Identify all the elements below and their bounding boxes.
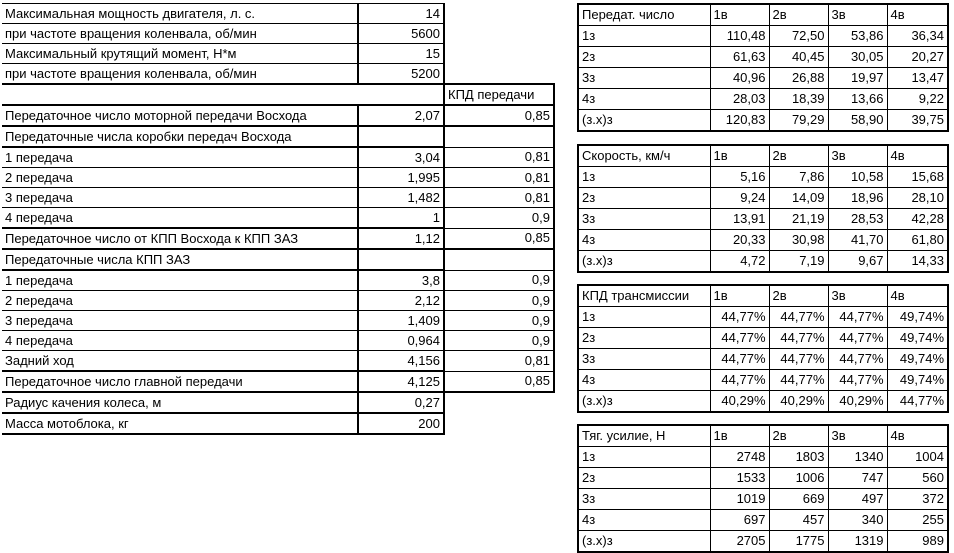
table-cell: 1004 [887,447,948,468]
table-cell: 61,80 [887,230,948,251]
table-row [578,349,948,370]
param-kpd [444,126,554,147]
table-cell: 13,66 [828,89,887,110]
param-kpd: 0,81 [444,188,554,208]
table-row [578,370,948,391]
row-label: 2з [578,328,710,349]
param-value: 1,995 [358,168,444,188]
param-value: 15 [358,44,444,64]
param-row [2,64,554,85]
table-cell: 49,74% [887,328,948,349]
table-cell: 44,77% [710,307,769,328]
table-row [578,209,948,230]
blank-cell [2,84,358,105]
row-label: 3з [578,349,710,370]
table-header-row [578,425,948,447]
param-kpd [444,4,554,24]
param-label: 4 передача [2,331,358,351]
row-label: 4з [578,370,710,391]
table-cell: 79,29 [769,110,828,132]
blank-cell [358,84,444,105]
transmission-efficiency-table [577,284,949,413]
table-cell: 1019 [710,489,769,510]
param-row [2,228,554,249]
table-cell: 44,77% [887,391,948,413]
param-kpd [444,413,554,434]
param-kpd: 0,85 [444,228,554,249]
param-value: 1,12 [358,228,444,249]
table-cell: 120,83 [710,110,769,132]
table-cell: 36,34 [887,26,948,47]
param-row [2,291,554,311]
row-label: 2з [578,188,710,209]
table-row [578,230,948,251]
table-row [578,328,948,349]
param-label: Передаточные числа коробки передач Восхода [2,126,358,147]
table-cell: 21,19 [769,209,828,230]
table-cell: 560 [887,468,948,489]
param-value: 2,07 [358,105,444,126]
param-row [2,168,554,188]
row-label: 4з [578,230,710,251]
row-label: 4з [578,89,710,110]
table-cell: 40,96 [710,68,769,89]
param-value: 4,125 [358,371,444,392]
table-cell: 1340 [828,447,887,468]
table-cell: 13,91 [710,209,769,230]
table-row [578,468,948,489]
table-cell: 44,77% [769,370,828,391]
table-cell: 669 [769,489,828,510]
table-cell: 20,33 [710,230,769,251]
table-cell: 49,74% [887,370,948,391]
param-row [2,44,554,64]
param-kpd: 0,9 [444,291,554,311]
table-cell: 10,58 [828,167,887,188]
column-header: 2в [769,145,828,167]
table-cell: 44,77% [710,328,769,349]
param-row [2,249,554,270]
param-label: Максимальный крутящий момент, Н*м [2,44,358,64]
param-label: Радиус качения колеса, м [2,392,358,413]
table-cell: 40,29% [769,391,828,413]
table-cell: 1775 [769,531,828,553]
table-cell: 49,74% [887,307,948,328]
table-cell: 19,97 [828,68,887,89]
param-label: Масса мотоблока, кг [2,413,358,434]
table-cell: 30,05 [828,47,887,68]
row-label: 3з [578,209,710,230]
param-label: при частоте вращения коленвала, об/мин [2,64,358,85]
kpd-header: КПД передачи [444,84,554,105]
table-cell: 989 [887,531,948,553]
column-header: Тяг. усилие, Н [578,425,710,447]
column-header: 2в [769,285,828,307]
table-cell: 457 [769,510,828,531]
table-cell: 44,77% [769,307,828,328]
param-kpd: 0,81 [444,351,554,372]
param-kpd: 0,9 [444,208,554,229]
table-cell: 44,77% [710,370,769,391]
param-label: 2 передача [2,168,358,188]
param-label: Передаточное число главной передачи [2,371,358,392]
table-cell: 255 [887,510,948,531]
param-kpd [444,392,554,413]
param-label: 1 передача [2,147,358,168]
table-cell: 28,53 [828,209,887,230]
table-cell: 13,47 [887,68,948,89]
param-kpd: 0,9 [444,311,554,331]
table-cell: 7,86 [769,167,828,188]
column-header: КПД трансмиссии [578,285,710,307]
param-value [358,249,444,270]
param-value: 200 [358,413,444,434]
param-value: 1,482 [358,188,444,208]
param-kpd: 0,85 [444,105,554,126]
row-label: 3з [578,68,710,89]
param-kpd: 0,85 [444,371,554,392]
param-label: 2 передача [2,291,358,311]
row-label: 2з [578,468,710,489]
table-row [578,489,948,510]
table-cell: 15,68 [887,167,948,188]
param-value: 5600 [358,24,444,44]
table-row [578,447,948,468]
table-cell: 5,16 [710,167,769,188]
table-cell: 14,33 [887,251,948,273]
table-cell: 697 [710,510,769,531]
row-label: (з.х)з [578,391,710,413]
param-row [2,24,554,44]
table-cell: 26,88 [769,68,828,89]
param-row [2,311,554,331]
table-cell: 14,09 [769,188,828,209]
row-label: (з.х)з [578,531,710,553]
param-kpd [444,64,554,85]
table-cell: 40,29% [710,391,769,413]
table-cell: 1319 [828,531,887,553]
column-header: 3в [828,145,887,167]
param-value: 14 [358,4,444,24]
column-header: 4в [887,285,948,307]
table-row [578,89,948,110]
param-value: 2,12 [358,291,444,311]
row-label: 1з [578,447,710,468]
row-label: 1з [578,167,710,188]
param-row [2,126,554,147]
param-label: 4 передача [2,208,358,229]
table-cell: 372 [887,489,948,510]
param-kpd [444,24,554,44]
table-cell: 72,50 [769,26,828,47]
table-row [578,251,948,273]
param-row [2,4,554,24]
table-cell: 49,74% [887,349,948,370]
param-row [2,208,554,229]
table-cell: 39,75 [887,110,948,132]
table-cell: 20,27 [887,47,948,68]
table-cell: 1006 [769,468,828,489]
param-row [2,413,554,434]
table-row [578,110,948,132]
table-cell: 1533 [710,468,769,489]
column-header: 1в [710,4,769,26]
table-cell: 40,29% [828,391,887,413]
param-value: 3,8 [358,270,444,291]
table-cell: 40,45 [769,47,828,68]
table-cell: 44,77% [828,328,887,349]
param-kpd: 0,9 [444,331,554,351]
table-cell: 2705 [710,531,769,553]
row-label: 4з [578,510,710,531]
column-header: Скорость, км/ч [578,145,710,167]
param-value: 1,409 [358,311,444,331]
table-cell: 44,77% [828,349,887,370]
table-cell: 18,39 [769,89,828,110]
table-header-row [578,145,948,167]
row-label: 1з [578,26,710,47]
table-cell: 1803 [769,447,828,468]
param-value: 3,04 [358,147,444,168]
column-header: 1в [710,285,769,307]
kpd-header-row [2,84,554,105]
table-cell: 44,77% [710,349,769,370]
param-label: 3 передача [2,188,358,208]
table-cell: 18,96 [828,188,887,209]
row-label: 1з [578,307,710,328]
param-row [2,188,554,208]
row-label: 3з [578,489,710,510]
table-cell: 41,70 [828,230,887,251]
table-cell: 44,77% [828,307,887,328]
table-row [578,47,948,68]
table-row [578,531,948,553]
param-row [2,105,554,126]
param-value: 1 [358,208,444,229]
param-label: 3 передача [2,311,358,331]
param-label: Передаточное число от КПП Восхода к КПП ЗАЗ [2,228,358,249]
table-cell: 28,03 [710,89,769,110]
column-header: 4в [887,425,948,447]
column-header: 2в [769,4,828,26]
table-cell: 7,19 [769,251,828,273]
table-cell: 28,10 [887,188,948,209]
param-kpd [444,249,554,270]
column-header: 3в [828,4,887,26]
table-cell: 497 [828,489,887,510]
table-cell: 58,90 [828,110,887,132]
param-row [2,351,554,372]
column-header: 2в [769,425,828,447]
param-label: 1 передача [2,270,358,291]
param-value: 4,156 [358,351,444,372]
param-label: Задний ход [2,351,358,372]
column-header: 3в [828,285,887,307]
table-row [578,188,948,209]
table-cell: 4,72 [710,251,769,273]
table-cell: 30,98 [769,230,828,251]
table-header-row [578,285,948,307]
table-cell: 747 [828,468,887,489]
row-label: 2з [578,47,710,68]
param-kpd: 0,81 [444,168,554,188]
column-header: 4в [887,4,948,26]
table-header-row [578,4,948,26]
table-cell: 9,24 [710,188,769,209]
param-row [2,371,554,392]
param-kpd [444,44,554,64]
table-cell: 44,77% [769,328,828,349]
table-cell: 9,22 [887,89,948,110]
speed-table [577,144,949,273]
table-cell: 42,28 [887,209,948,230]
column-header: 4в [887,145,948,167]
table-row [578,167,948,188]
table-row [578,510,948,531]
param-label: Передаточное число моторной передачи Восхода [2,105,358,126]
param-value: 0,27 [358,392,444,413]
table-row [578,68,948,89]
param-kpd: 0,81 [444,147,554,168]
table-cell: 44,77% [769,349,828,370]
param-row [2,331,554,351]
column-header: 1в [710,425,769,447]
table-cell: 44,77% [828,370,887,391]
table-row [578,307,948,328]
table-cell: 110,48 [710,26,769,47]
param-row [2,392,554,413]
param-value [358,126,444,147]
param-label: Максимальная мощность двигателя, л. с. [2,4,358,24]
table-row [578,391,948,413]
table-cell: 340 [828,510,887,531]
table-cell: 2748 [710,447,769,468]
gear-ratio-table [577,3,949,132]
param-label: при частоте вращения коленвала, об/мин [2,24,358,44]
param-row [2,147,554,168]
table-cell: 9,67 [828,251,887,273]
row-label: (з.х)з [578,251,710,273]
param-kpd: 0,9 [444,270,554,291]
param-value: 5200 [358,64,444,85]
param-label: Передаточные числа КПП ЗАЗ [2,249,358,270]
engine-parameters-table [2,3,555,435]
table-cell: 53,86 [828,26,887,47]
column-header: Передат. число [578,4,710,26]
table-row [578,26,948,47]
column-header: 1в [710,145,769,167]
param-row [2,270,554,291]
row-label: (з.х)з [578,110,710,132]
traction-force-table [577,424,949,553]
column-header: 3в [828,425,887,447]
param-value: 0,964 [358,331,444,351]
table-cell: 61,63 [710,47,769,68]
